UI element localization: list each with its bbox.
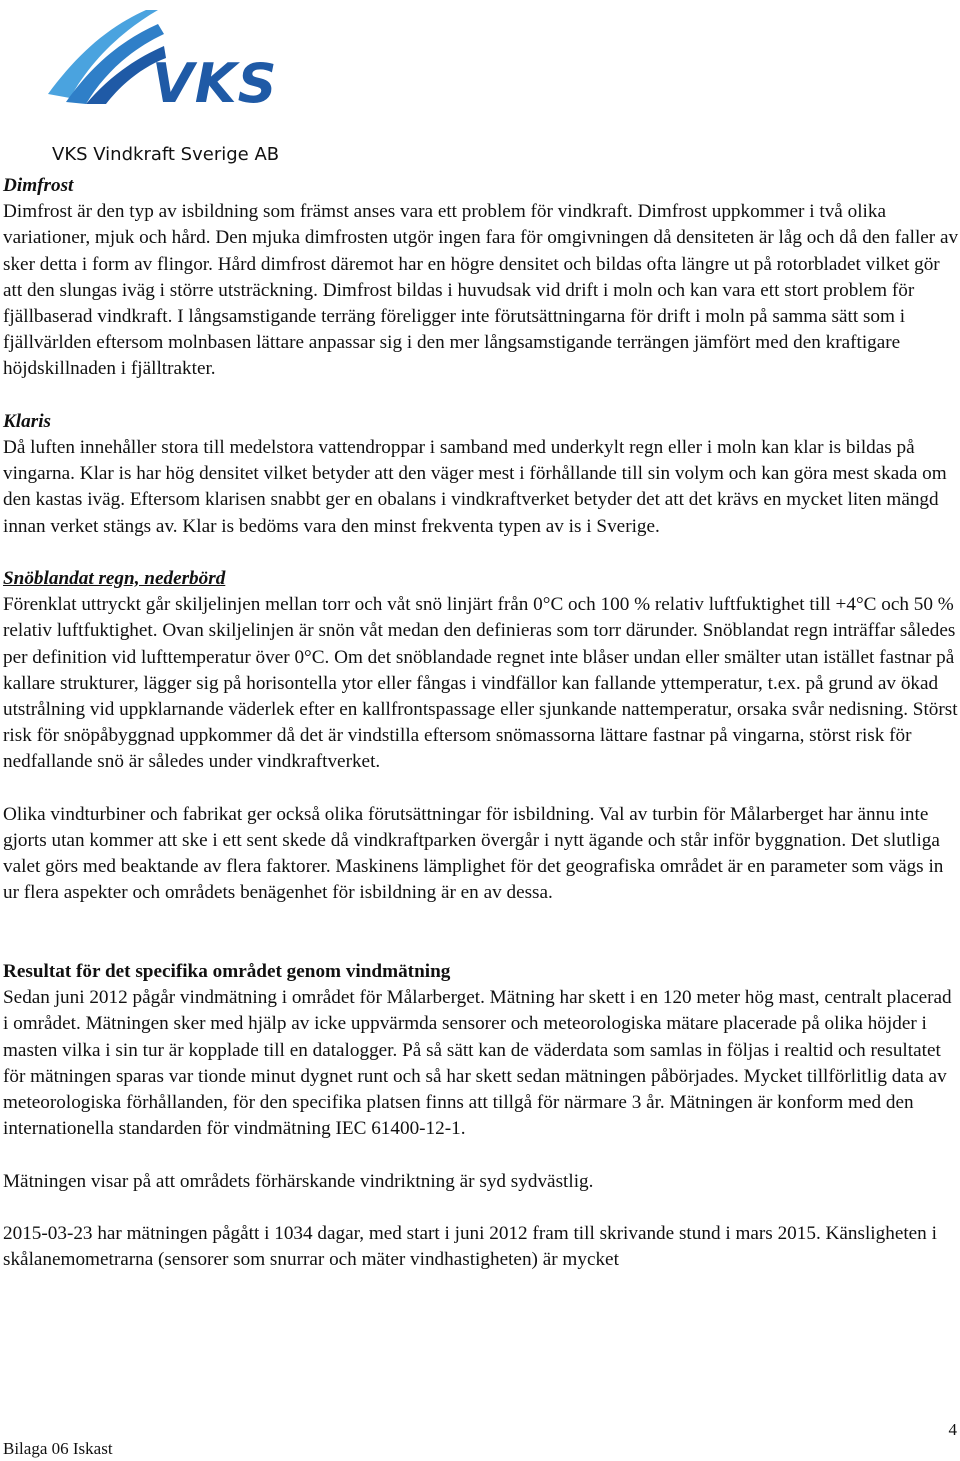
section-heading: Klaris (3, 410, 51, 432)
company-name: VKS Vindkraft Sverige AB (52, 144, 280, 165)
section-klaris (3, 409, 959, 540)
paragraph: Dimfrost är den typ av isbildning som främst anses vara ett problem för vindkraft. Dimfrost uppkommer i två olika variationer, mjuk och hård. Den mjuka dimfrosten utgör ingen fara för omgivningen då densiteten är låg och då den faller av sker detta i form av flingor. Hård dimfrost däremot har en högre densitet och bildas ofta längre ut på rotorbladet vilket gör att den slungas iväg i större utsträckning. Dimfrost bildas i huvudsak vid drift i moln och kan vara ett stort problem för fjällbaserad vindkraft. I långsamstigande terräng föreligger inte förutsättningarna för drift i moln på samma sätt som i fjällvärlden eftersom molnbasen lättare anpassar sig i den mer långsamstigande terrängen jämfört med den kraftigare höjdskillnaden i fjälltrakter. (3, 201, 959, 380)
paragraph: Då luften innehåller stora till medelstora vattendroppar i samband med underkylt regn eller i moln kan klar is bildas på vingarna. Klar is har hög densitet vilket betyder att den väger mest i förhållande till sin volym och kan göra mest skada om den kastas iväg. Eftersom klarisen snabbt ger en obalans i vindkraftverket betyder det att det krävs en mycket liten mängd innan verket stängs av. Klar is bedöms vara den minst frekventa typen av is i Sverige. (3, 437, 947, 537)
section-resultat-vindmatning (3, 959, 959, 1273)
paragraph: 2015-03-23 har mätningen pågått i 1034 dagar, med start i juni 2012 fram till skrivande stund i mars 2015. Känsligheten i skålanemometrarna (sensorer som snurrar och mäter vindhastigheten) är mycket (3, 1223, 937, 1271)
paragraph: Förenklat uttryckt går skiljelinjen mellan torr och våt snö linjärt från 0°C och 100 % relativ luftfuktighet till +4°C och 50 % relativ luftfuktighet. Ovan skiljelinjen är snön våt medan den definieras som torr därunder. Snöblandat regn inträffar således per definition vid lufttemperatur över 0°C. Om det snöblandade regnet inte blåser undan eller smälter utan istället fastnar på kallare strukturer, lägger sig på horisontella ytor eller fångas i vindfällor kan fallande yttemperatur, t.ex. på grund av ökad utstrålning vid uppklarnande väderlek efter en kallfrontspassage eller sjunkande nattemperatur, orsaka svår nedisning. Störst risk för snöpåbyggnad uppkommer då det är vindstilla eftersom snömassorna lättare fastnar på vingarna, störst risk för nedfallande snö är således under vindkraftverket. (3, 594, 958, 773)
document-body (3, 173, 959, 1273)
vks-logo-icon (46, 6, 276, 106)
section-heading: Snöblandat regn, nederbörd (3, 568, 226, 590)
paragraph: Olika vindturbiner och fabrikat ger också olika förutsättningar för isbildning. Val av turbin för Målarberget har ännu inte gjorts utan kommer att ske i ett sent skede då vindkraftparken övergår i nytt ägande och står inför byggnation. Det slutliga valet görs med beaktande av flera faktorer. Maskinens lämplighet för det geografiska området är en parameter som vägs in ur flera aspekter och områdets benägenhet för isbildning är en av dessa. (3, 803, 944, 904)
section-heading: Dimfrost (3, 175, 74, 196)
section-dimfrost (3, 173, 959, 383)
paragraph: Sedan juni 2012 pågår vindmätning i området för Målarberget. Mätning har skett i en 120 meter hög mast, centralt placerad i området. Mätningen sker med hjälp av icke uppvärmda sensorer och meteorologiska mätare placerade på olika höjder i masten vilka i sin tur är kopplade till en datalogger. På så sätt kan de väderdata som samlas in följas i realtid och resultatet för mätningen sparas var tionde minut dygnet runt och så har skett sedan mätningen påbörjades. Mycket tillförlitlig data av meteorologiska förhållanden, för den specifika platsen finns att tillgå för närmare 3 år. Mätningen är konform med den internationella standarden för vindmätning IEC 61400-12-1. (3, 987, 952, 1140)
svg-text:VKS: VKS (152, 52, 276, 106)
company-logo (46, 6, 276, 106)
section-snoblandat-regn (3, 566, 959, 907)
section-heading: Resultat för det specifika området genom vindmätning (3, 961, 451, 983)
paragraph: Mätningen visar på att områdets förhärskande vindriktning är syd sydvästlig. (3, 1170, 594, 1192)
page-number: 4 (948, 1420, 957, 1439)
footer-label: Bilaga 06 Iskast (3, 1439, 113, 1458)
